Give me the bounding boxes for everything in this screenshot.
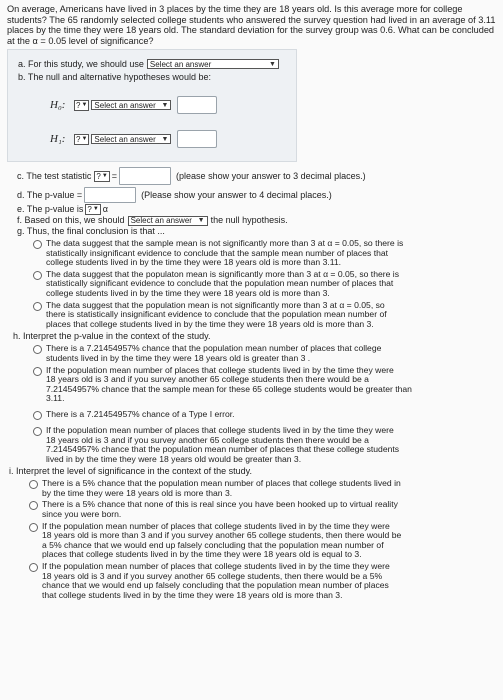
- chevron-down-icon: ▼: [81, 136, 88, 142]
- null-hypothesis-row: [50, 89, 288, 121]
- option-text: If the population mean number of places that college students lived in by the time they were 18 years old is 3 and if you survey another 65 college students, then there would be a 5% chance that we would end up falsely concluding that the population mean number of places that college students lived in by the time they were 18 years old is more than 3.: [42, 561, 390, 600]
- part-a-label: a. For this study, we should use: [18, 59, 144, 69]
- part-f-row: [17, 215, 496, 226]
- option-text: The data suggest that the populaton mean is significantly more than 3 at α = 0.05, so there is statistically significant evidence to conclude that the population mean number of places that college students lived in by the time they were 18 years old is more than 3.: [46, 268, 399, 298]
- h1-parameter-value: ?: [76, 134, 81, 144]
- chevron-down-icon: ▼: [92, 206, 99, 212]
- h1-label: H₁:: [50, 133, 66, 145]
- part-d-hint: (Please show your answer to 4 decimal places.): [141, 189, 332, 200]
- test-statistic-type-value: ?: [96, 171, 101, 181]
- h1-parameter-select[interactable]: [74, 134, 89, 145]
- h0-operator-value: Select an answer: [94, 100, 156, 110]
- test-statistic-input[interactable]: [119, 167, 171, 185]
- chevron-down-icon: ▼: [101, 172, 108, 179]
- part-c-row: [17, 166, 496, 186]
- p-value-option-2[interactable]: [33, 366, 496, 404]
- h0-parameter-value: ?: [76, 100, 81, 110]
- p-value-interpretation-options: [33, 344, 496, 464]
- part-f-label: f. Based on this, we should: [17, 215, 125, 225]
- significance-interpretation-options: [29, 479, 496, 600]
- p-value-option-1[interactable]: [33, 344, 496, 363]
- radio-button[interactable]: [33, 271, 42, 280]
- option-text: The data suggest that the population mean is not significantly more than 3 at α = 0.05, so there is statistically insignificant evidence to conclude that the population mean number of places that college students lived in by the time they were 18 years old is more than 3.: [46, 299, 387, 329]
- significance-option-4[interactable]: [29, 562, 496, 600]
- radio-button[interactable]: [33, 427, 42, 436]
- p-value-option-4[interactable]: [33, 426, 496, 464]
- test-statistic-type-select[interactable]: [94, 171, 109, 182]
- part-h-label: h. Interpret the p-value in the context of the study.: [13, 331, 211, 342]
- option-text: There is a 7.21454957% chance of a Type I error.: [46, 408, 235, 419]
- part-c-label: c. The test statistic: [17, 170, 92, 181]
- test-type-select[interactable]: [147, 59, 279, 69]
- chevron-down-icon: ▼: [197, 217, 205, 224]
- part-f-tail: the null hypothesis.: [210, 215, 288, 225]
- chevron-down-icon: ▼: [81, 102, 88, 108]
- radio-button[interactable]: [29, 501, 38, 510]
- part-d-row: [17, 186, 496, 204]
- conclusion-option-1[interactable]: [33, 239, 496, 268]
- p-value-comparison-select[interactable]: [85, 204, 100, 215]
- h0-operator-select[interactable]: [91, 100, 171, 110]
- significance-option-2[interactable]: [29, 500, 496, 519]
- decision-select-value: Select an answer: [130, 216, 192, 225]
- option-text: If the population mean number of places that college students lived in by the time they were 18 years old is 3 and if you survey another 65 college students then there would be a 7.21454957% chance that the sample mean for these 65 college students would be greater than 3.11.: [46, 364, 412, 404]
- radio-button[interactable]: [33, 411, 42, 420]
- significance-option-1[interactable]: [29, 479, 496, 498]
- radio-button[interactable]: [29, 523, 38, 532]
- h1-operator-select[interactable]: [91, 134, 171, 144]
- alpha-symbol: α: [102, 204, 108, 214]
- radio-button[interactable]: [33, 367, 42, 376]
- part-g-label: g. Thus, the final conclusion is that ...: [17, 226, 165, 236]
- h1-operator-value: Select an answer: [94, 134, 156, 144]
- equals-sign: =: [111, 170, 118, 181]
- significance-option-3[interactable]: [29, 522, 496, 560]
- part-b-label: b. The null and alternative hypotheses would be:: [18, 72, 211, 82]
- radio-button[interactable]: [29, 563, 38, 572]
- option-text: If the population mean number of places that college students lived in by the time they were 18 years old is 3 and if you survey another 65 college students then there would be a 7.21454957% chance that the population mean number of places that these college students lived in by the time they were 18 years old would be greater than 3.: [46, 424, 400, 464]
- conclusion-options: [33, 239, 496, 329]
- option-text: There is a 5% chance that none of this is real since you have been hooked up to virtual reality since you were born.: [42, 499, 398, 520]
- h0-value-input[interactable]: [177, 96, 217, 114]
- option-text: The data suggest that the sample mean is not significantly more than 3 at α = 0.05, so there is statistically insignificant evidence to conclude that the sample mean number of places that college students lived in by the time they were 18 years old is more than 3.11.: [46, 238, 404, 268]
- option-text: If the population mean number of places that college students lived in by the time they were 18 years old is more than 3 and if you survey another 65 college students, then there would be a 5% chance that we would end up falsely concluding that the population mean number of places that college students lived in by the time they were 18 years old is equal to 3.: [42, 520, 402, 560]
- option-text: There is a 7.21454957% chance that the population mean number of places that college students lived in by the time they were 18 years old is greater than 3 .: [46, 343, 382, 363]
- part-i-label: i. Interpret the level of significance in the context of the study.: [9, 466, 252, 477]
- p-value-comparison-value: ?: [87, 205, 92, 214]
- part-e-row: [17, 204, 496, 215]
- test-type-select-value: Select an answer: [149, 59, 212, 69]
- radio-button[interactable]: [33, 240, 42, 249]
- part-e-label: e. The p-value is: [17, 204, 84, 214]
- radio-button[interactable]: [29, 480, 38, 489]
- chevron-down-icon: ▼: [161, 135, 169, 143]
- decision-select[interactable]: [128, 216, 208, 226]
- part-c-hint: (please show your answer to 3 decimal places.): [176, 170, 366, 181]
- chevron-down-icon: ▼: [268, 60, 276, 68]
- h0-label: H₀:: [50, 99, 66, 111]
- h1-value-input[interactable]: [177, 130, 217, 148]
- conclusion-option-2[interactable]: [33, 270, 496, 299]
- chevron-down-icon: ▼: [161, 101, 169, 109]
- option-text: There is a 5% chance that the population mean number of places that college students lived in by the time they were 18 years old is more than 3.: [42, 478, 401, 498]
- part-d-label: d. The p-value =: [17, 189, 83, 200]
- p-value-option-3[interactable]: [33, 410, 496, 420]
- radio-button[interactable]: [33, 345, 42, 354]
- hypothesis-panel: [7, 49, 297, 162]
- alternative-hypothesis-row: [50, 123, 288, 155]
- conclusion-option-3[interactable]: [33, 301, 496, 330]
- p-value-input[interactable]: [84, 187, 136, 203]
- h0-parameter-select[interactable]: [74, 100, 89, 111]
- radio-button[interactable]: [33, 302, 42, 311]
- question-intro: On average, Americans have lived in 3 places by the time they are 18 years old. Is this average more for college students? The 65 randomly selected college students who answered the survey question had lived in an average of 3.11 places by the time they were 18 years old. The standard deviation for the survey group was 0.6. What can be concluded at the α = 0.05 level of significance?: [7, 4, 496, 46]
